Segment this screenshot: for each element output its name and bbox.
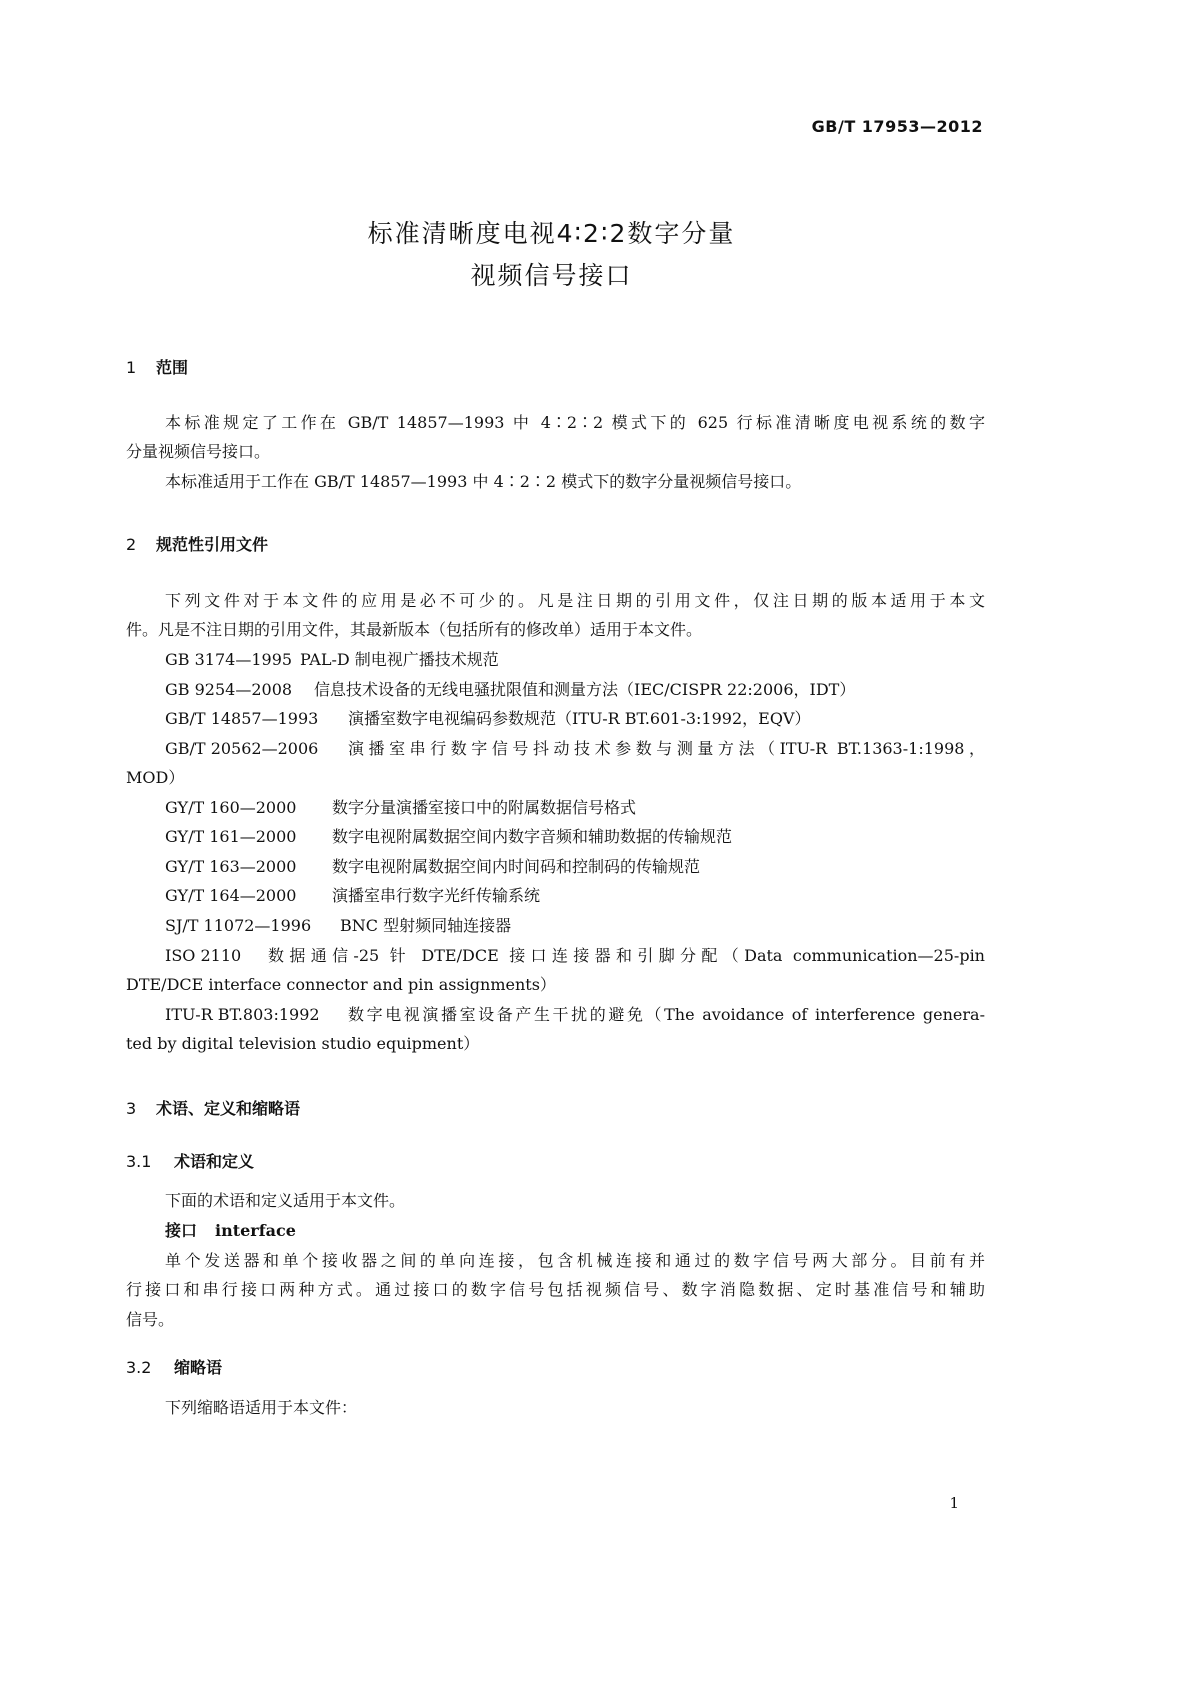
- reference-code: GB 9254—2008: [165, 680, 293, 699]
- text: 单个发送器和单个接收器之间的单向连接，包含机械连接和通过的数字信号两大部分。目前有并: [165, 1251, 985, 1270]
- title-line-2: 视频信号接口: [470, 261, 633, 290]
- subsection-title: 缩略语: [174, 1358, 223, 1377]
- text: 下面的术语和定义适用于本文件。: [165, 1191, 406, 1210]
- reference-code: ITU-R BT.803:1992: [165, 1005, 320, 1024]
- section-1-heading: [126, 355, 188, 378]
- reference-code: GB 3174—1995: [165, 650, 293, 669]
- text: 本标准规定了工作在 GB/T 14857—1993 中 4∶2∶2 模式下的 625 行标准清晰度电视系统的数字: [165, 413, 985, 432]
- text: MOD）: [126, 768, 185, 787]
- reference-title: 数字电视附属数据空间内数字音频和辅助数据的传输规范: [332, 827, 733, 846]
- reference-code: GB/T 14857—1993: [165, 709, 319, 728]
- text: 件。凡是不注日期的引用文件，其最新版本（包括所有的修改单）适用于本文件。: [126, 620, 703, 639]
- reference-code: GY/T 161—2000: [165, 827, 297, 846]
- section-title: 术语、定义和缩略语: [156, 1099, 301, 1118]
- term-chinese: 接口: [165, 1221, 198, 1240]
- reference-code: GY/T 160—2000: [165, 798, 297, 817]
- text: 行接口和串行接口两种方式。通过接口的数字信号包括视频信号、数字消隐数据、定时基准信号和辅助: [126, 1280, 985, 1299]
- reference-title: 数字电视演播室设备产生干扰的避免（The avoidance of interference genera-: [348, 1005, 985, 1024]
- text: 本标准适用于工作在 GB/T 14857—1993 中 4∶2∶2 模式下的数字分量视频信号接口。: [165, 472, 802, 491]
- reference-title: BNC 型射频同轴连接器: [340, 916, 512, 935]
- term-label: [165, 1221, 296, 1241]
- title-line-1: 标准清晰度电视4∶2∶2数字分量: [367, 219, 736, 248]
- section-title: 规范性引用文件: [156, 535, 269, 554]
- text: 下列缩略语适用于本文件：: [165, 1398, 358, 1417]
- reference-code: SJ/T 11072—1996: [165, 916, 312, 935]
- text: 分量视频信号接口。: [126, 442, 271, 461]
- reference-code: ISO 2110: [165, 946, 242, 965]
- reference-title: 信息技术设备的无线电骚扰限值和测量方法（IEC/CISPR 22:2006，IDT）: [314, 680, 856, 699]
- subsection-number: 3.2: [126, 1358, 152, 1377]
- reference-title: 演播室串行数字信号抖动技术参数与测量方法（ITU-R BT.1363-1:1998，: [348, 739, 985, 758]
- text: DTE/DCE interface connector and pin assignments）: [126, 975, 556, 994]
- reference-title: 演播室数字电视编码参数规范（ITU-R BT.601-3:1992，EQV）: [348, 709, 811, 728]
- subsection-3-2-heading: [126, 1355, 222, 1378]
- term-english: interface: [215, 1221, 296, 1240]
- section-title: 范围: [156, 358, 189, 377]
- reference-title: 数据通信-25 针 DTE/DCE 接口连接器和引脚分配（Data communication—25-pin: [268, 946, 985, 965]
- section-3-heading: [126, 1096, 300, 1119]
- text: 下列文件对于本文件的应用是必不可少的。凡是注日期的引用文件，仅注日期的版本适用于本文: [165, 591, 985, 610]
- reference-code: GY/T 163—2000: [165, 857, 297, 876]
- page-number: 1: [949, 1494, 959, 1512]
- subsection-number: 3.1: [126, 1152, 152, 1171]
- section-2-heading: [126, 532, 268, 555]
- section-number: 2: [126, 535, 137, 554]
- text: ted by digital television studio equipment）: [126, 1034, 480, 1053]
- reference-title: 数字分量演播室接口中的附属数据信号格式: [332, 798, 637, 817]
- reference-code: GY/T 164—2000: [165, 886, 297, 905]
- reference-title: PAL-D 制电视广播技术规范: [300, 650, 499, 669]
- reference-title: 演播室串行数字光纤传输系统: [332, 886, 541, 905]
- reference-code: GB/T 20562—2006: [165, 739, 319, 758]
- text: 信号。: [126, 1310, 175, 1329]
- section-number: 3: [126, 1099, 137, 1118]
- standard-code: GB/T 17953—2012: [811, 117, 983, 136]
- subsection-title: 术语和定义: [174, 1152, 255, 1171]
- subsection-3-1-heading: [126, 1149, 254, 1172]
- reference-title: 数字电视附属数据空间内时间码和控制码的传输规范: [332, 857, 701, 876]
- section-number: 1: [126, 358, 137, 377]
